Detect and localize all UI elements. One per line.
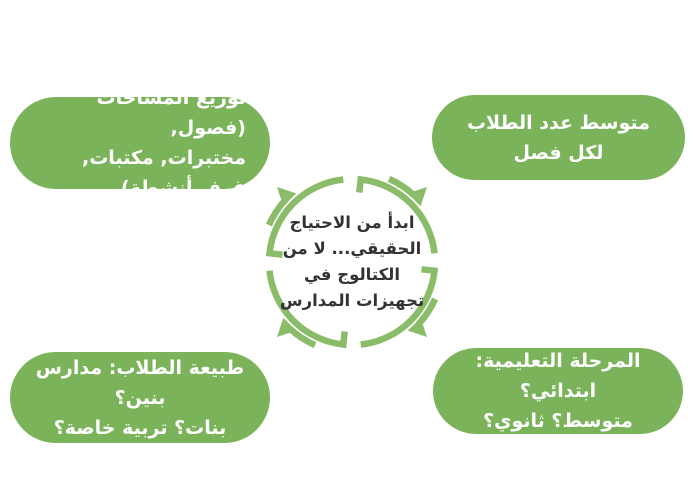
callout-education-stage [433,348,683,434]
central-statement-line: الكتالوج في [303,265,401,284]
callout-student-nature [10,352,270,443]
callout-line: طبيعة الطلاب: مدارس بنين؟ [35,356,245,409]
callout-line: توزيع المساحات (فصول, [96,87,246,139]
central-statement-line: الحقيقي... لا من [282,239,422,258]
central-statement-line: ابدأ من الاحتياج [289,213,415,232]
central-statement [257,210,447,314]
callout-line: بنات؟ تربية خاصة؟ [53,416,227,439]
callout-space-distribution [10,87,270,199]
callout-line: متوسط؟ ثانوي؟ [483,410,633,432]
central-statement-line: تجهيزات المدارس [279,291,425,310]
callout-average-students [432,95,685,180]
callout-line: متوسط عدد الطلاب لكل فصل [466,111,651,164]
callout-line: مختبرات, مكتبات, غرف أنشطة) [82,147,246,199]
callout-line: المرحلة التعليمية: ابتدائي؟ [475,350,641,402]
